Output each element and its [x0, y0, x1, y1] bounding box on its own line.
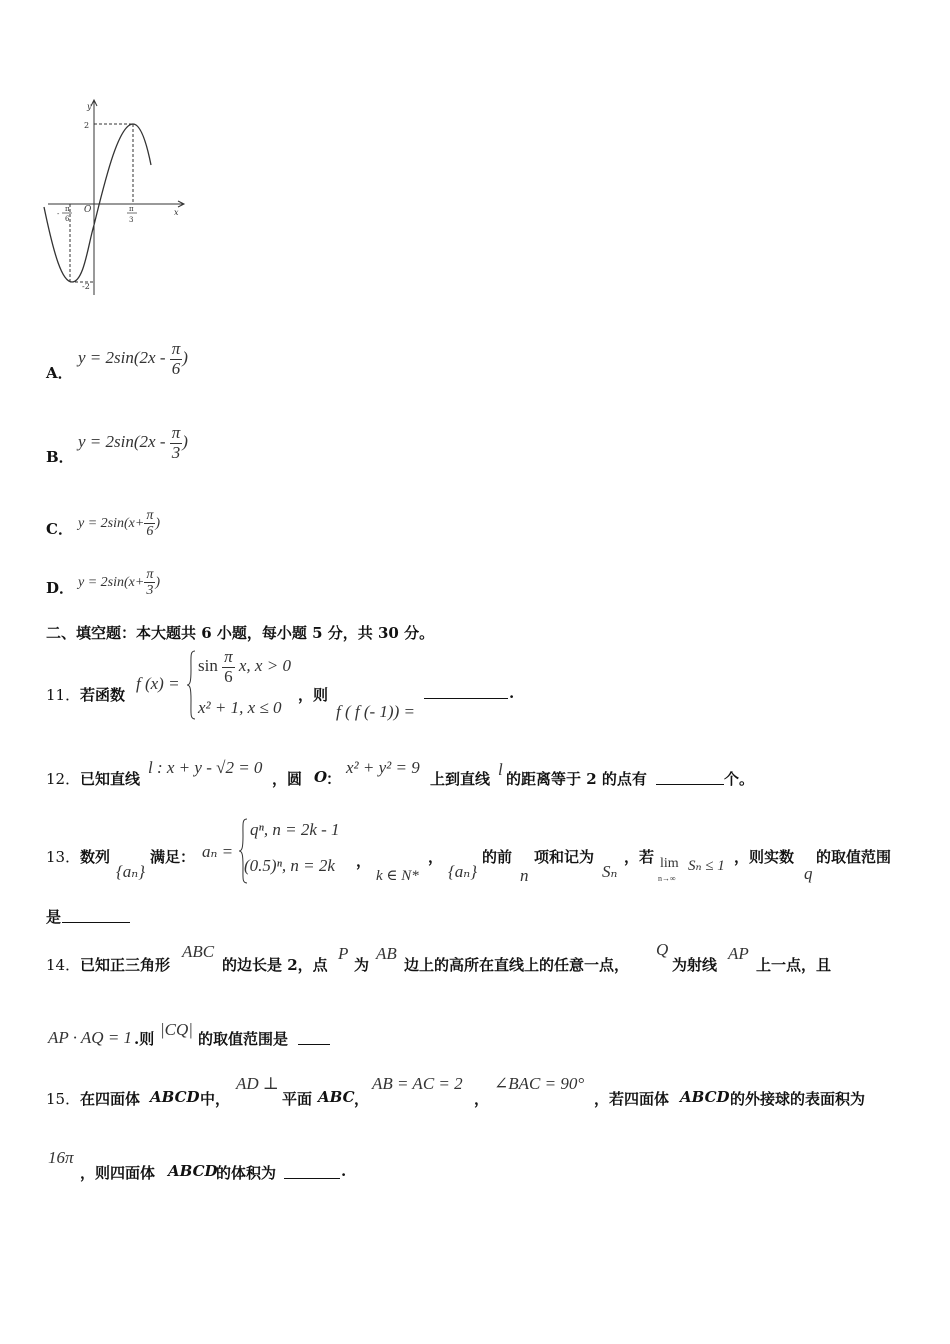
q12-text1: 已知直线 — [80, 770, 141, 788]
q15-text7: 的体积为 — [216, 1164, 277, 1182]
q13-text8: 是 — [46, 908, 62, 926]
q15-eq1: AB = AC = 2 — [372, 1074, 463, 1093]
q15-ad: AD ⊥ — [236, 1074, 279, 1093]
y-max-label: 2 — [84, 121, 90, 130]
q12-text2: ，圆 — [272, 770, 303, 788]
q12-text3: 上到直线 — [430, 770, 491, 788]
x-left-tick-num: π — [65, 205, 70, 213]
q12-colon: ： — [326, 770, 342, 788]
q11-text2: ，则 — [298, 686, 329, 704]
q14-q: Q — [656, 940, 669, 959]
q12-answer-blank[interactable] — [656, 776, 724, 785]
q12-number: 12． — [46, 770, 81, 788]
q11-case1: sin $\frac{\pi}{6}$ x, x > 0 — [198, 647, 291, 686]
q11-text1: 若函数 — [80, 686, 126, 704]
question-11 — [46, 648, 926, 728]
q14-abc: ABC — [182, 942, 215, 961]
q12-circle-name: O — [314, 768, 328, 786]
q11-answer-blank[interactable] — [424, 690, 508, 699]
q13-number: 13． — [46, 848, 81, 866]
q14-text6: 上一点，且 — [756, 956, 832, 974]
q13-q: q — [804, 864, 813, 883]
q15-abcd1: ABCD — [150, 1088, 200, 1106]
q15-text3: 平面 — [282, 1090, 313, 1108]
question-13 — [46, 816, 926, 926]
q14-ap: AP — [728, 944, 749, 963]
q14-text4: 边上的高所在直线上的任意一点， — [404, 956, 630, 974]
q15-answer-blank[interactable] — [284, 1170, 340, 1179]
option-c-expr: y = 2sin(x+ $\frac{\pi}{6}$ ) — [78, 508, 161, 540]
q14-number: 14． — [46, 956, 81, 974]
q11-expr: f ( f (- 1)) = — [336, 702, 415, 721]
q13-text7: 的取值范围 — [816, 848, 892, 866]
x-left-tick-den: 6 — [65, 215, 70, 223]
q14-text8: 的取值范围是 — [198, 1030, 289, 1048]
x-right-tick-den: 3 — [129, 216, 134, 224]
option-b-expr: y = 2sin(2x - $\frac{\pi}{3}$ ) — [78, 423, 188, 462]
q14-p: P — [338, 944, 349, 963]
q13-an: aₙ = — [202, 842, 234, 861]
sine-graph — [40, 95, 195, 300]
q14-dot-expr: AP · AQ = 1 — [48, 1028, 133, 1047]
q12-end: 个。 — [724, 770, 755, 788]
q15-number: 15． — [46, 1090, 81, 1108]
q13-case2: (0.5)ⁿ, n = 2k — [244, 856, 335, 875]
x-axis-label: x — [174, 208, 179, 217]
q15-text4: ，若四面体 — [594, 1090, 670, 1108]
q11-brace — [186, 650, 196, 720]
q13-text5: ，若 — [624, 848, 655, 866]
q14-text1: 已知正三角形 — [80, 956, 171, 974]
q13-case1: qⁿ, n = 2k - 1 — [250, 820, 340, 839]
q12-line: l : x + y - √2 = 0 — [148, 758, 263, 777]
option-a-expr: y = 2sin(2x - $\frac{\pi}{6}$ ) — [78, 339, 188, 378]
q13-n: n — [520, 866, 529, 885]
question-15 — [46, 1072, 926, 1192]
q15-angle: ∠BAC = 90° — [494, 1074, 585, 1093]
q14-ab: AB — [376, 944, 397, 963]
q13-lim-sub: n→∞ — [658, 874, 676, 883]
q14-text3: 为 — [354, 956, 370, 974]
q13-lim-expr: Sₙ ≤ 1 — [688, 858, 725, 874]
question-12 — [46, 756, 926, 796]
y-min-label: -2 — [82, 282, 90, 291]
q13-text2: 满足： — [150, 848, 196, 866]
q13-comma2: ， — [428, 848, 444, 866]
q13-answer-blank[interactable] — [62, 914, 130, 923]
q14-text2: 的边长是 2，点 — [222, 956, 328, 974]
q15-text1: 在四面体 — [80, 1090, 141, 1108]
y-axis-label: y — [87, 102, 92, 111]
q12-l: l — [498, 760, 503, 779]
q14-text5: 为射线 — [672, 956, 718, 974]
q13-text1: 数列 — [80, 848, 111, 866]
q12-text4: 的距离等于 2 的点有 — [506, 770, 647, 788]
q11-end: . — [509, 684, 515, 702]
q11-case2: x² + 1, x ≤ 0 — [198, 698, 282, 717]
sine-curve — [44, 124, 151, 282]
q15-text6: ，则四面体 — [80, 1164, 156, 1182]
option-c-label: C． — [46, 520, 73, 538]
q13-comma1: ， — [356, 852, 372, 870]
x-left-tick-minus: - — [57, 210, 60, 218]
q13-seq: {aₙ} — [116, 862, 145, 881]
q15-comma2: ， — [474, 1090, 490, 1108]
q14-answer-blank[interactable] — [298, 1036, 330, 1045]
option-d-label: D． — [46, 579, 75, 597]
q13-lim: lim — [660, 856, 679, 871]
option-a-label: A． — [46, 364, 73, 382]
q12-circle-eq: x² + y² = 9 — [346, 758, 420, 777]
q13-text6: ，则实数 — [734, 848, 795, 866]
q13-sn: Sₙ — [602, 862, 618, 881]
q15-text5: 的外接球的表面积为 — [730, 1090, 866, 1108]
q13-text3: 的前 — [482, 848, 513, 866]
option-b-label: B． — [46, 448, 74, 466]
q13-seq2: {aₙ} — [448, 862, 477, 881]
x-right-tick-num: π — [129, 205, 134, 213]
option-d-expr: y = 2sin(x+ $\frac{\pi}{3}$ ) — [78, 567, 161, 599]
q14-text7: .则 — [134, 1030, 155, 1048]
q13-text4: 项和记为 — [534, 848, 595, 866]
q15-abcd3: ABCD — [168, 1162, 218, 1180]
section-title: 二、填空题：本大题共 6 小题，每小题 5 分，共 30 分。 — [46, 624, 435, 642]
q14-cq: |CQ| — [160, 1020, 193, 1039]
q15-text2: 中， — [200, 1090, 231, 1108]
q15-abc: ABC — [318, 1088, 355, 1106]
origin-label: O — [84, 205, 92, 215]
q11-func: f (x) = — [136, 674, 180, 693]
q15-end: . — [341, 1162, 347, 1180]
q15-area: 16π — [48, 1148, 74, 1167]
q11-number: 11． — [46, 686, 81, 704]
question-14 — [46, 938, 926, 1048]
q13-k: k ∈ N* — [376, 868, 419, 884]
q15-comma: ， — [354, 1090, 370, 1108]
q15-abcd2: ABCD — [680, 1088, 730, 1106]
